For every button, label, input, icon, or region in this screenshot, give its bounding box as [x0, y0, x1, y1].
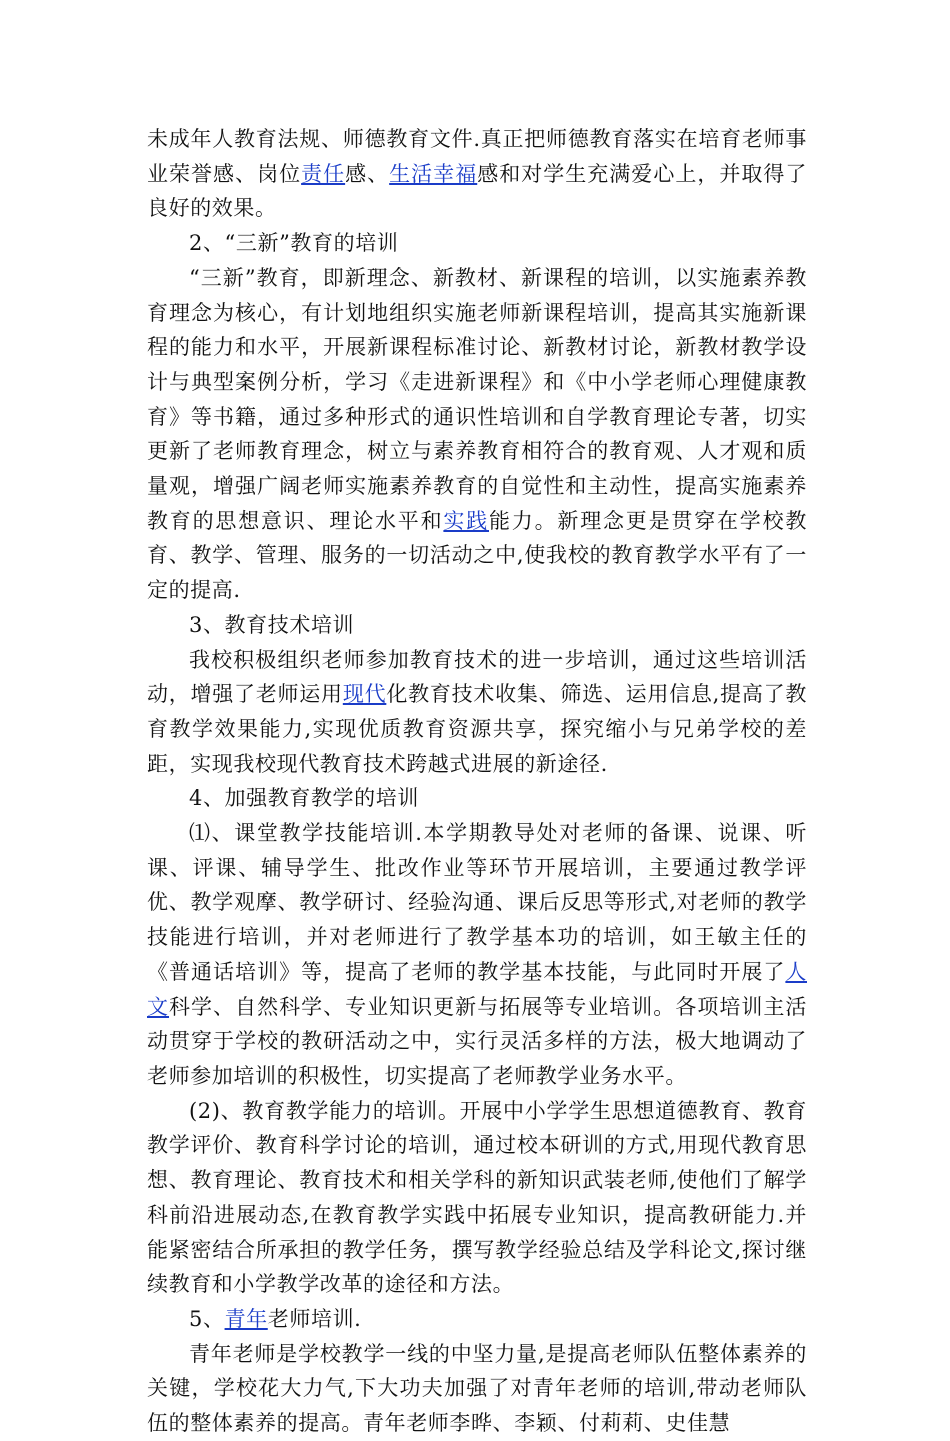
text-run: 2、“三新”教育的培训: [189, 231, 399, 256]
text-run: 4、加强教育教学的培训: [189, 786, 419, 811]
document-body: [147, 122, 807, 1441]
text-run: 感和对学生充满爱心上，并取得了良好的效果。: [147, 161, 808, 221]
section-heading: [147, 781, 807, 816]
text-run: 老师培训.: [267, 1306, 362, 1331]
paragraph: [147, 122, 807, 226]
text-run: 感、: [345, 161, 390, 186]
inline-link[interactable]: 现代: [342, 682, 387, 707]
text-run: 能力。新理念更是贯穿在学校教育、教学、管理、服务的一切活动之中,使我校的教育教学水平有了一定的提高.: [147, 508, 807, 603]
text-run: 青年老师是学校教学一线的中坚力量,是提高老师队伍整体素养的关键，学校花大力气,下大功夫加强了对青年老师的培训,带动老师队伍的整体素养的提高。青年老师李晔、李颖、付莉莉、史佳慧: [147, 1341, 807, 1436]
text-run: 5、: [189, 1306, 225, 1331]
inline-link[interactable]: 青年: [224, 1306, 268, 1331]
text-run: 3、教育技术培训: [189, 612, 355, 637]
text-run: 我校积极组织老师参加教育技术的进一步培训，通过这些培训活动，增强了老师运用: [147, 647, 807, 707]
text-run: 化教育技术收集、筛选、运用信息,提高了教育教学效果能力,实现优质教育资源共享，探究缩小与兄弟学校的差距，实现我校现代教育技术跨越式进展的新途径.: [147, 682, 807, 776]
paragraph: [147, 1094, 807, 1302]
paragraph: [147, 1337, 807, 1441]
text-run: 未成年人教育法规、师德教育文件.真正把师德教育落实在培育老师事业荣誉感、岗位: [147, 127, 807, 186]
inline-link[interactable]: 实践: [443, 508, 489, 533]
text-run: “三新”教育，即新理念、新教材、新课程的培训，以实施素养教育理念为核心，有计划地组织实施老师新课程培训，提高其实施新课程的能力和水平，开展新课程标准讨论、新教材讨论，新教材教学设计与典型案例分析，学习《走进新课程》和《中小学老师心理健康教育》等书籍，通过多种形式的通识性培训和自学教育理论专著，切实更新了老师教育理念，树立与素养教育相符合的教育观、人才观和质量观，增强广阔老师实施素养教育的自觉性和主动性，提高实施素养教育的思想意识、理论水平和: [147, 265, 807, 533]
section-heading: [147, 1302, 807, 1337]
paragraph: [147, 261, 807, 608]
inline-link[interactable]: 人文: [147, 959, 807, 1019]
paragraph: [147, 643, 807, 782]
inline-link[interactable]: 生活幸福: [389, 161, 478, 186]
paragraph: [147, 816, 807, 1094]
section-heading: [147, 608, 807, 643]
text-run: ⑴、课堂教学技能培训.本学期教导处对老师的备课、说课、听课、评课、辅导学生、批改作业等环节开展培训，主要通过教学评优、教学观摩、教学研讨、经验沟通、课后反思等形式,对老师的教学技能进行培训，并对老师进行了教学基本功的培训，如王敏主任的《普通话培训》等，提高了老师的教学基本技能，与此同时开展了: [147, 821, 807, 984]
inline-link[interactable]: 责任: [301, 161, 346, 186]
text-run: 科学、自然科学、专业知识更新与拓展等专业培训。各项培训主活动贯穿于学校的教研活动之中，实行灵活多样的方法，极大地调动了老师参加培训的积极性，切实提高了老师教学业务水平。: [147, 994, 807, 1088]
section-heading: [147, 226, 807, 261]
text-run: (2)、教育教学能力的培训。开展中小学学生思想道德教育、教育教学评价、教育科学讨论的培训，通过校本研训的方式,用现代教育思想、教育理论、教育技术和相关学科的新知识武装老师,使他们了解学科前沿进展动态,在教育教学实践中拓展专业知识，提高教研能力.并能紧密结合所承担的教学任务，撰写教学经验总结及学科论文,探讨继续教育和小学教学改革的途径和方法。: [147, 1098, 807, 1297]
